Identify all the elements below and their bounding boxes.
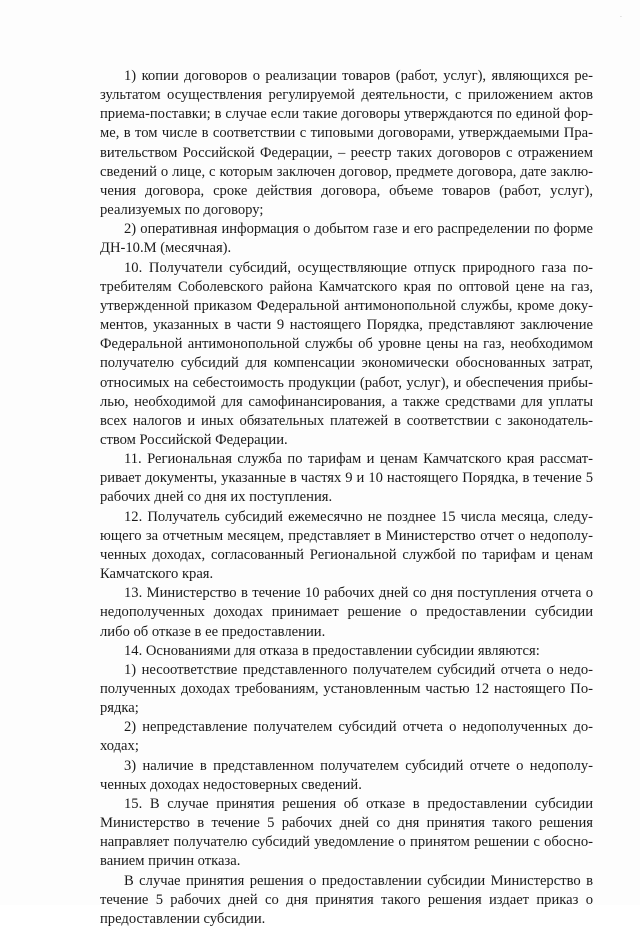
paragraph-item-14: 14. Основаниями для отказа в предоставлении субсидии являются: xyxy=(124,642,540,659)
paragraph-refusal-reason-1: 1) несоответствие представленного получателем субсидий отчета о недополученных доходах требованиям, установленным частью 12 настоящего Порядка; xyxy=(100,661,593,717)
paragraph-copies-of-contracts: 1) копии договоров о реализации товаров (работ, услуг), являющихся результатом осуществления регулируемой деятельности, с приложением актов приема-поставки; в случае если такие договоры утверждаются по единой форме, в том числе в соответствии с типовыми договорами, утверждаемыми Правительством Российской Федерации, – реестр таких договоров с отражением сведений о лице, с которым заключен договор, предмете договора, дате заключения договора, сроке действия договора, объеме товаров (работ, услуг), реализуемых по договору; xyxy=(100,68,593,219)
document-body xyxy=(100,67,593,929)
paragraph-operational-info: 2) оперативная информация о добытом газе и его распределении по форме ДН-10.М (месячная). xyxy=(100,221,593,257)
paragraph-item-15: 15. В случае принятия решения об отказе в предоставлении субсидии Министерство в течение 5 рабочих дней со дня принятия такого решения направляет получателю субсидий уведомление о принятом решении с обоснованием причин отказа. xyxy=(100,795,593,870)
paragraph-item-13: 13. Министерство в течение 10 рабочих дней со дня поступления отчета о недополученных доходах принимает решение о предоставлении субсидии либо об отказе в ее предоставлении. xyxy=(100,585,593,640)
paragraph-refusal-reason-2: 2) непредставление получателем субсидий отчета о недополученных доходах; xyxy=(100,719,593,755)
paragraph-grant-decision: В случае принятия решения о предоставлении субсидии Министерство в течение 5 рабочих дней со дня принятия такого решения издает приказ о предоставлении субсидии. xyxy=(100,872,593,927)
paragraph-item-12: 12. Получатель субсидий ежемесячно не позднее 15 числа месяца, следующего за отчетным месяцем, представляет в Министерство отчет о недополученных доходах, согласованный Региональной службой по тарифам и ценам Камчатского края. xyxy=(100,508,593,583)
paragraph-refusal-reason-3: 3) наличие в представленном получателем субсидий отчете о недополученных доходах недостоверных сведений. xyxy=(100,757,593,793)
paragraph-item-10: 10. Получатели субсидий, осуществляющие отпуск природного газа потребителям Соболевского района Камчатского края по оптовой цене на газ, утвержденной приказом Федеральной антимонопольной службы, кроме документов, указанных в части 9 настоящего Порядка, представляют заключение Федеральной антимонопольной службы об уровне цены на газ, необходимом получателю субсидий для компенсации экономически обоснованных затрат, относимых на себестоимость продукции (работ, услуг), и обеспечения прибылью, необходимой для самофинансирования, а также средствами для уплаты всех налогов и иных обязательных платежей в соответствии с законодательством Российской Федерации. xyxy=(100,259,593,448)
paragraph-item-11: 11. Региональная служба по тарифам и ценам Камчатского края рассматривает документы, указанные в частях 9 и 10 настоящего Порядка, в течение 5 рабочих дней со дня их поступления. xyxy=(100,451,593,506)
page-corner-mark: · xyxy=(620,14,622,21)
